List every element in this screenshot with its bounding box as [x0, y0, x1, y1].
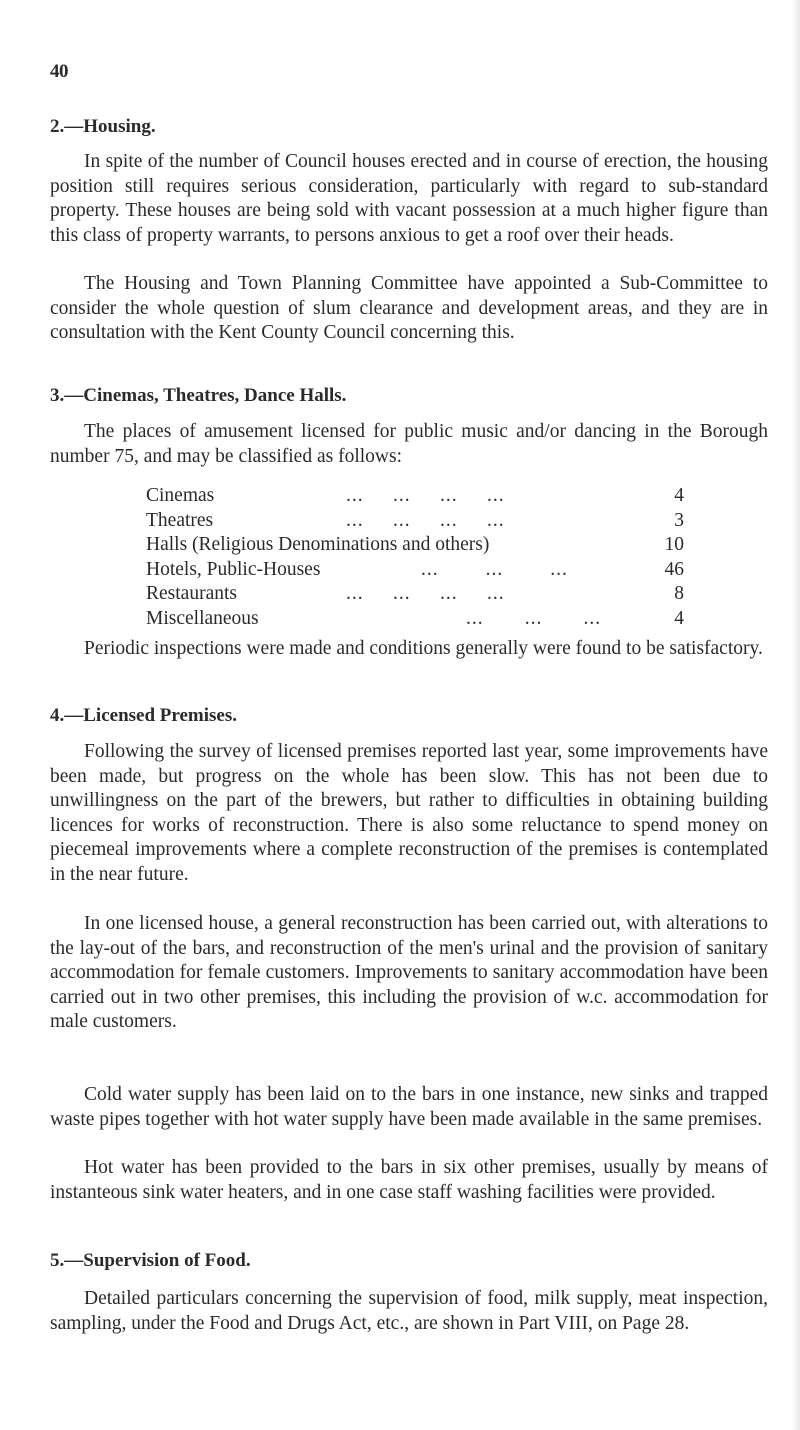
- paragraph: [50, 150, 768, 248]
- paragraph-text: Hot water has been provided to the bars in six other premises, usually by means of instanteous sink water heaters, and in one case staff washing facilities were provided.: [50, 1157, 768, 1203]
- section-heading-housing: 2.—Housing.: [50, 116, 156, 137]
- paragraph: [50, 637, 768, 662]
- table-row: [146, 607, 684, 632]
- row-label: Hotels, Public-Houses: [146, 558, 321, 580]
- paragraph-text: The Housing and Town Planning Committee have appointed a Sub-Committee to consider the whole question of slum clearance and development areas, and they are in consultation with the Kent County Council concerning this.: [50, 273, 768, 343]
- paragraph-text: Periodic inspections were made and conditions generally were found to be satisfactory.: [84, 638, 763, 659]
- page-edge-shadow: [792, 0, 800, 1430]
- row-label: Theatres: [146, 509, 214, 531]
- table-row: [146, 484, 684, 509]
- paragraph-text: Cold water supply has been laid on to the bars in one instance, new sinks and trapped waste pipes together with hot water supply have been made available in the same premises.: [50, 1084, 768, 1130]
- row-value: 4: [674, 607, 684, 629]
- paragraph-text: Following the survey of licensed premises reported last year, some improvements have been made, but progress on the whole has been slow. This has not been due to unwillingness on the part of the brewers, but rather to difficulties in obtaining building licences for works of reconstruction. There is also some reluctance to spend money on piecemeal improvements where a complete reconstruction of the premises is contemplated in the near future.: [50, 741, 768, 885]
- row-value: 4: [674, 485, 684, 506]
- section-heading-licensed: 4.—Licensed Premises.: [50, 705, 237, 726]
- paragraph-text: In spite of the number of Council houses erected and in course of erection, the housing position still requires serious consideration, particularly with regard to sub-standard property. These houses are being sold with vacant possession at a much higher figure than this class of property warrants, to persons anxious to get a roof over their heads.: [50, 151, 768, 246]
- table-row: [146, 533, 684, 558]
- paragraph: [50, 912, 768, 1035]
- paragraph-text: Detailed particulars concerning the supervision of food, milk supply, meat inspection, sampling, under the Food and Drugs Act, etc., are shown in Part VIII, on Page 28.: [50, 1288, 768, 1334]
- leader-dots: ... ... ... ...: [346, 583, 505, 604]
- row-value: 3: [674, 509, 684, 531]
- section-heading-cinemas: 3.—Cinemas, Theatres, Dance Halls.: [50, 385, 347, 406]
- row-label: Cinemas: [146, 485, 215, 506]
- page-number: 40: [50, 61, 68, 82]
- paragraph: [50, 420, 768, 469]
- paragraph: [50, 272, 768, 346]
- paragraph: [50, 740, 768, 887]
- paragraph: [50, 1156, 768, 1205]
- paragraph: [50, 1083, 768, 1132]
- section-heading-food: 5.—Supervision of Food.: [50, 1250, 251, 1271]
- paragraph-text: The places of amusement licensed for public music and/or dancing in the Borough number 75, and may be classified as follows:: [50, 421, 768, 467]
- amusement-table: [146, 484, 684, 631]
- row-label: Halls (Religious Denominations and others): [146, 534, 490, 555]
- leader-dots: ... ... ...: [466, 607, 602, 629]
- row-label: Miscellaneous: [146, 607, 259, 629]
- table-row: [146, 558, 684, 583]
- table-row: [146, 582, 684, 607]
- table-row: [146, 509, 684, 534]
- row-label: Restaurants: [146, 583, 237, 604]
- row-value: 10: [664, 534, 684, 555]
- leader-dots: ... ... ...: [421, 558, 568, 580]
- paragraph: [50, 1287, 768, 1336]
- row-value: 8: [674, 583, 684, 604]
- paragraph-text: In one licensed house, a general reconstruction has been carried out, with alterations to the lay-out of the bars, and reconstruction of the men's urinal and the provision of sanitary accommodation for female customers. Improvements to sanitary accommodation have been carried out in two other premises, this including the provision of w.c. accommodation for male customers.: [50, 913, 768, 1032]
- row-value: 46: [664, 558, 684, 580]
- leader-dots: ... ... ... ...: [346, 485, 505, 506]
- leader-dots: ... ... ... ...: [346, 509, 505, 531]
